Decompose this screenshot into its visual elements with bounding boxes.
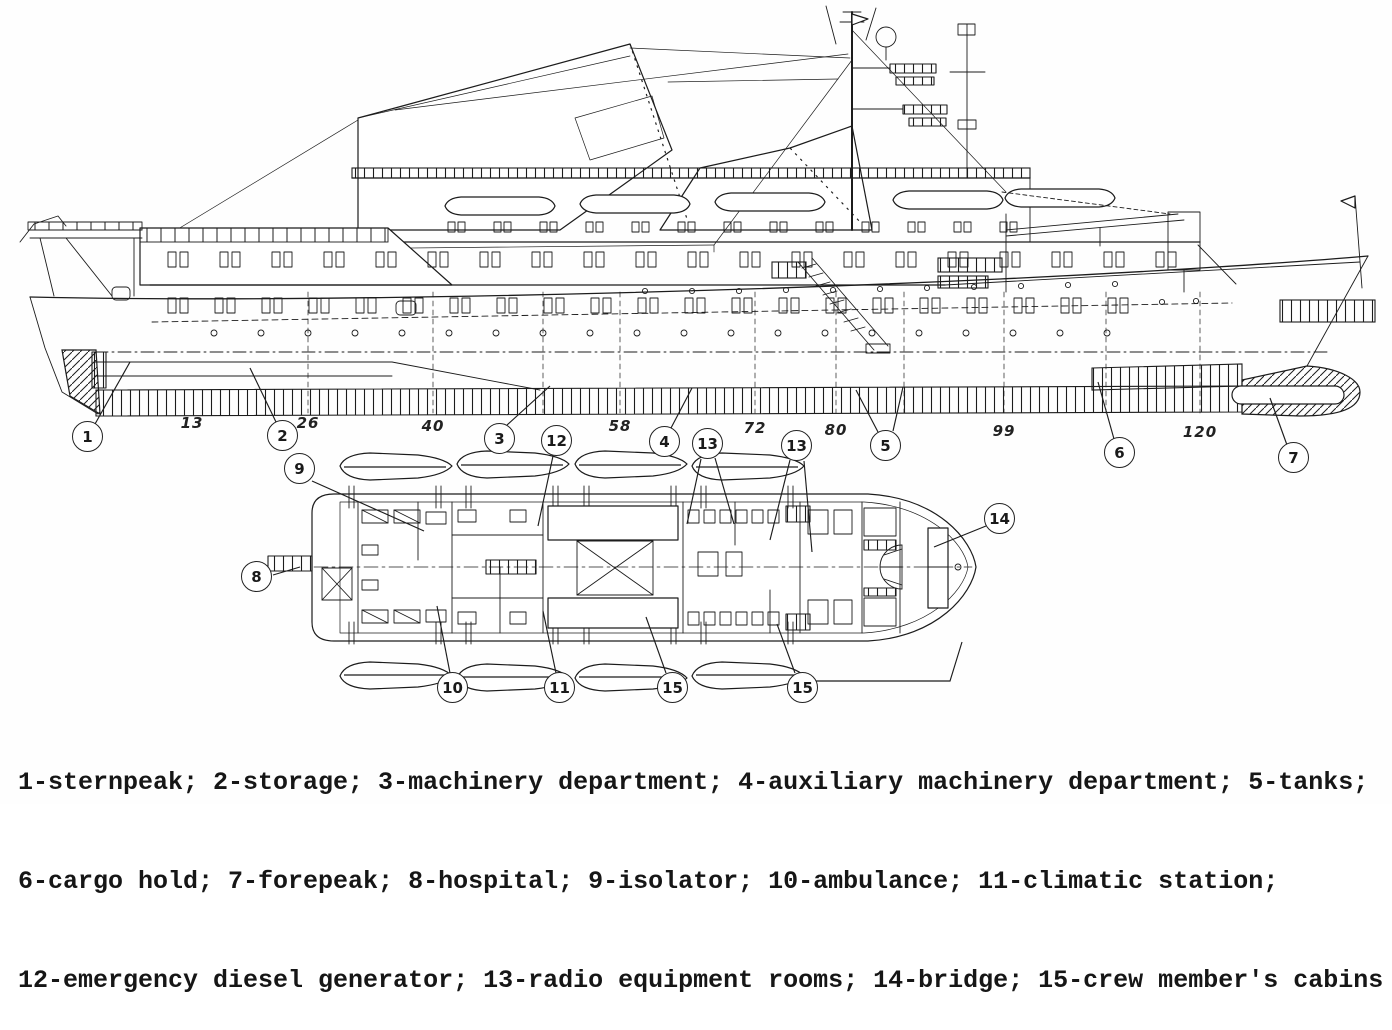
callout-crew-cabins-1: 15: [657, 672, 688, 703]
frame-number: 99: [992, 422, 1016, 440]
callout-sternpeak: 1: [72, 421, 103, 452]
callout-machinery-department: 3: [484, 423, 515, 454]
callout-radio-rooms-1: 13: [692, 428, 723, 459]
legend: [18, 700, 1383, 1030]
callout-forepeak: 7: [1278, 442, 1309, 473]
jackstaff: [1341, 196, 1362, 288]
callout-climatic-station: 11: [544, 672, 575, 703]
callout-cargo-hold: 6: [1104, 437, 1135, 468]
callout-ambulance: 10: [437, 672, 468, 703]
callout-radio-rooms-2: 13: [781, 430, 812, 461]
callout-bridge: 14: [984, 503, 1015, 534]
legend-line-2: 6-cargo hold; 7-forepeak; 8-hospital; 9-isolator; 10-ambulance; 11-climatic station;: [18, 867, 1279, 896]
frame-number: 58: [608, 417, 632, 435]
deck-plan-drawing: [268, 451, 976, 691]
callout-isolator: 9: [284, 453, 315, 484]
legend-line-1: 1-sternpeak; 2-storage; 3-machinery department; 4-auxiliary machinery department; 5-tanks;: [18, 768, 1369, 797]
legend-line-3: 12-emergency diesel generator; 13-radio equipment rooms; 14-bridge; 15-crew member's cabins: [18, 966, 1384, 995]
callout-tanks: 5: [870, 430, 901, 461]
shaft-and-skeg: [92, 352, 540, 390]
frame-number: 26: [296, 414, 320, 432]
callout-hospital: 8: [241, 561, 272, 592]
gangway: [268, 556, 312, 571]
frame-number: 80: [824, 421, 848, 439]
frame-number: 13: [180, 414, 204, 432]
frame-number: 40: [421, 417, 445, 435]
stern-gantry: [20, 216, 142, 296]
callout-storage: 2: [267, 420, 298, 451]
callout-aux-machinery: 4: [649, 426, 680, 457]
bulbous-bow: [1232, 366, 1360, 416]
side-elevation-drawing: [20, 6, 1375, 416]
accommodation-ladder: [798, 258, 890, 353]
frame-number: 72: [743, 419, 767, 437]
callout-emergency-diesel: 12: [541, 425, 572, 456]
hull-windows: [168, 298, 1128, 313]
bottom-frame-band: [96, 364, 1242, 416]
callout-crew-cabins-2: 15: [787, 672, 818, 703]
frame-number: 120: [1182, 423, 1218, 441]
